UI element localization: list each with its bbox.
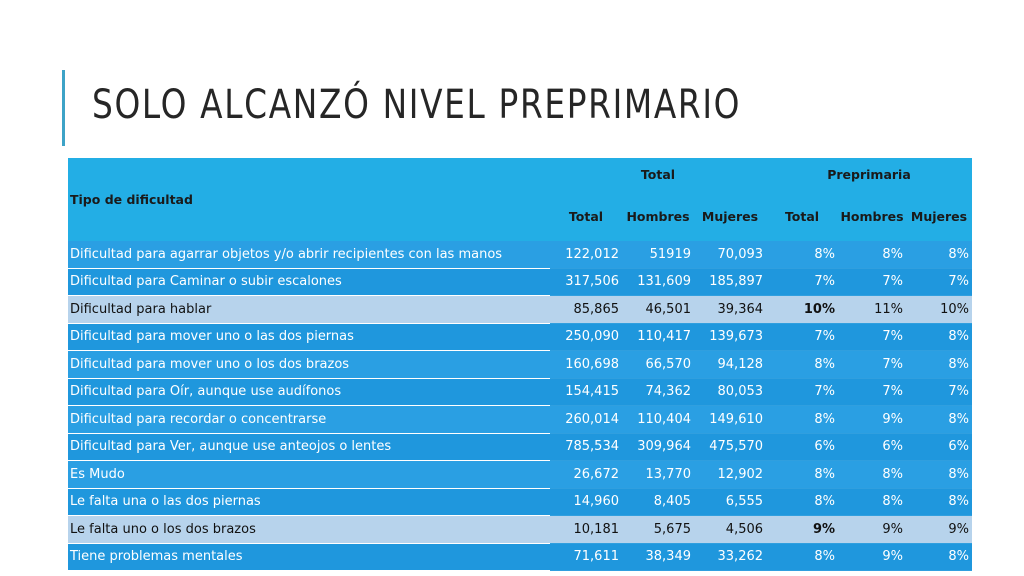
- table-row: [68, 406, 972, 434]
- row-label: Tiene problemas mentales: [68, 543, 550, 571]
- cell-mujeres: 6,555: [694, 488, 766, 516]
- row-label: Le falta una o las dos piernas: [68, 488, 550, 516]
- table-row: [68, 543, 972, 571]
- sub-header: Hombres: [626, 208, 690, 224]
- table-row: [68, 351, 972, 379]
- row-label: Le falta uno o los dos brazos: [68, 516, 550, 544]
- cell-hombres: 13,770: [622, 461, 694, 489]
- sub-header: Total: [784, 208, 820, 224]
- row-label: Dificultad para mover uno o las dos piernas: [68, 323, 550, 351]
- cell-total: 71,611: [550, 543, 622, 571]
- table-row: [68, 488, 972, 516]
- cell-pct-mujeres: 6%: [906, 433, 972, 461]
- table-row-highlighted: [68, 516, 972, 544]
- cell-mujeres: 185,897: [694, 268, 766, 296]
- cell-pct-total: 8%: [766, 461, 838, 489]
- cell-mujeres: 80,053: [694, 378, 766, 406]
- row-label: Dificultad para mover uno o los dos brazos: [68, 351, 550, 379]
- cell-pct-mujeres: 7%: [906, 268, 972, 296]
- cell-pct-total: 8%: [766, 543, 838, 571]
- cell-pct-mujeres: 8%: [906, 488, 972, 516]
- cell-hombres: 309,964: [622, 433, 694, 461]
- cell-hombres: 8,405: [622, 488, 694, 516]
- cell-hombres: 110,417: [622, 323, 694, 351]
- row-label: Es Mudo: [68, 461, 550, 489]
- row-label: Dificultad para Ver, aunque use anteojos o lentes: [68, 433, 550, 461]
- cell-hombres: 46,501: [622, 296, 694, 324]
- sub-header: Mujeres: [701, 208, 759, 224]
- cell-total: 10,181: [550, 516, 622, 544]
- cell-pct-hombres: 9%: [838, 543, 906, 571]
- cell-pct-hombres: 9%: [838, 516, 906, 544]
- cell-mujeres: 94,128: [694, 351, 766, 379]
- cell-pct-total: 6%: [766, 433, 838, 461]
- disability-table: [68, 158, 972, 571]
- header-row-groups: [68, 158, 972, 191]
- cell-total: 14,960: [550, 488, 622, 516]
- cell-pct-hombres: 8%: [838, 488, 906, 516]
- cell-total: 260,014: [550, 406, 622, 434]
- cell-mujeres: 475,570: [694, 433, 766, 461]
- row-label: Dificultad para recordar o concentrarse: [68, 406, 550, 434]
- cell-pct-total: 8%: [766, 488, 838, 516]
- cell-pct-total: 7%: [766, 323, 838, 351]
- cell-hombres: 5,675: [622, 516, 694, 544]
- table-row: [68, 433, 972, 461]
- cell-pct-mujeres: 9%: [906, 516, 972, 544]
- cell-pct-mujeres: 8%: [906, 323, 972, 351]
- table-body: [68, 241, 972, 571]
- cell-pct-total: 10%: [766, 296, 838, 324]
- cell-mujeres: 4,506: [694, 516, 766, 544]
- table-row-highlighted: [68, 296, 972, 324]
- cell-total: 26,672: [550, 461, 622, 489]
- cell-pct-hombres: 7%: [838, 351, 906, 379]
- cell-pct-mujeres: 8%: [906, 461, 972, 489]
- cell-mujeres: 12,902: [694, 461, 766, 489]
- row-label: Dificultad para Oír, aunque use audífonos: [68, 378, 550, 406]
- cell-pct-hombres: 7%: [838, 268, 906, 296]
- cell-pct-mujeres: 8%: [906, 406, 972, 434]
- cell-pct-total: 7%: [766, 378, 838, 406]
- cell-hombres: 38,349: [622, 543, 694, 571]
- cell-pct-hombres: 7%: [838, 323, 906, 351]
- cell-pct-hombres: 8%: [838, 241, 906, 268]
- cell-total: 122,012: [550, 241, 622, 268]
- table-row: [68, 461, 972, 489]
- cell-pct-mujeres: 10%: [906, 296, 972, 324]
- cell-pct-mujeres: 8%: [906, 351, 972, 379]
- table-row: [68, 323, 972, 351]
- table-row: [68, 241, 972, 268]
- sub-header: Mujeres: [910, 208, 968, 224]
- cell-mujeres: 70,093: [694, 241, 766, 268]
- cell-pct-hombres: 8%: [838, 461, 906, 489]
- cell-hombres: 51919: [622, 241, 694, 268]
- cell-pct-mujeres: 8%: [906, 241, 972, 268]
- table-row: [68, 378, 972, 406]
- cell-hombres: 74,362: [622, 378, 694, 406]
- row-label: Dificultad para Caminar o subir escalones: [68, 268, 550, 296]
- cell-pct-mujeres: 8%: [906, 543, 972, 571]
- row-label: Dificultad para agarrar objetos y/o abrir recipientes con las manos: [68, 241, 550, 268]
- group-header-total: Total: [640, 167, 676, 182]
- cell-total: 160,698: [550, 351, 622, 379]
- cell-pct-hombres: 6%: [838, 433, 906, 461]
- cell-pct-total: 8%: [766, 351, 838, 379]
- cell-mujeres: 139,673: [694, 323, 766, 351]
- cell-hombres: 131,609: [622, 268, 694, 296]
- cell-pct-total: 8%: [766, 241, 838, 268]
- cell-pct-total: 8%: [766, 406, 838, 434]
- cell-pct-hombres: 11%: [838, 296, 906, 324]
- slide-title: SOLO ALCANZÓ NIVEL PREPRIMARIO: [92, 82, 742, 128]
- corner-header: Tipo de dificultad: [70, 192, 193, 207]
- cell-total: 317,506: [550, 268, 622, 296]
- cell-pct-total: 7%: [766, 268, 838, 296]
- cell-total: 250,090: [550, 323, 622, 351]
- group-header-preprimaria: Preprimaria: [827, 167, 911, 182]
- cell-pct-hombres: 9%: [838, 406, 906, 434]
- cell-pct-hombres: 7%: [838, 378, 906, 406]
- cell-hombres: 110,404: [622, 406, 694, 434]
- table-row: [68, 268, 972, 296]
- sub-header: Hombres: [840, 208, 904, 224]
- cell-mujeres: 39,364: [694, 296, 766, 324]
- cell-hombres: 66,570: [622, 351, 694, 379]
- sub-header: Total: [568, 208, 604, 224]
- cell-total: 85,865: [550, 296, 622, 324]
- cell-mujeres: 149,610: [694, 406, 766, 434]
- cell-mujeres: 33,262: [694, 543, 766, 571]
- cell-total: 154,415: [550, 378, 622, 406]
- cell-pct-total: 9%: [766, 516, 838, 544]
- title-accent-bar: [62, 70, 65, 146]
- row-label: Dificultad para hablar: [68, 296, 550, 324]
- data-table-container: [68, 158, 972, 565]
- cell-pct-mujeres: 7%: [906, 378, 972, 406]
- cell-total: 785,534: [550, 433, 622, 461]
